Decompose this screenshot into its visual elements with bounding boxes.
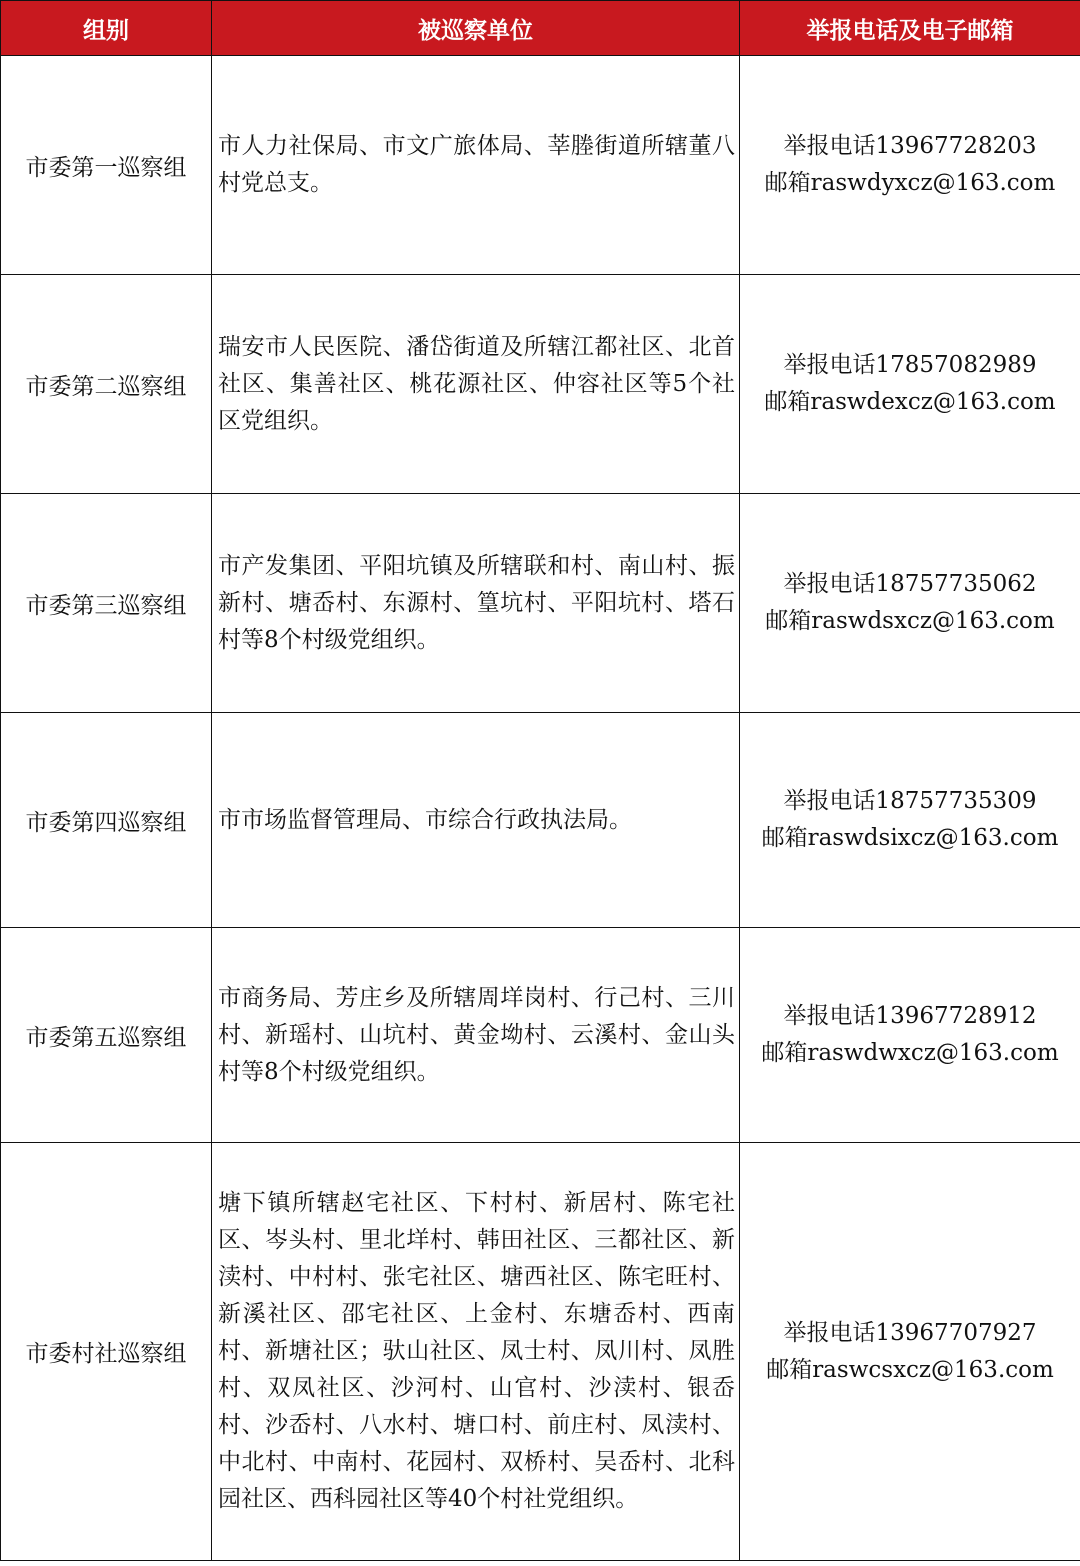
report-email: 邮箱raswdexcz@163.com xyxy=(764,389,1056,415)
contact-cell xyxy=(740,275,1080,494)
contact-cell xyxy=(740,56,1080,275)
group-cell: 市委第四巡察组 xyxy=(1,713,212,928)
contact-cell xyxy=(740,494,1080,713)
group-cell: 市委第一巡察组 xyxy=(1,56,212,275)
report-phone: 举报电话17857082989 xyxy=(783,352,1037,378)
table-row xyxy=(1,713,1080,928)
units-cell: 市商务局、芳庄乡及所辖周垟岗村、行己村、三川村、新瑶村、山坑村、黄金坳村、云溪村、金山头村等8个村级党组织。 xyxy=(212,928,740,1143)
report-phone: 举报电话13967728203 xyxy=(783,133,1037,159)
report-email: 邮箱raswdsxcz@163.com xyxy=(765,608,1055,634)
units-cell: 市产发集团、平阳坑镇及所辖联和村、南山村、振新村、塘岙村、东源村、篁坑村、平阳坑村、塔石村等8个村级党组织。 xyxy=(212,494,740,713)
report-phone: 举报电话13967707927 xyxy=(783,1319,1037,1346)
units-cell: 市市场监督管理局、市综合行政执法局。 xyxy=(212,713,740,928)
units-cell: 瑞安市人民医院、潘岱街道及所辖江都社区、北首社区、集善社区、桃花源社区、仲容社区等5个社区党组织。 xyxy=(212,275,740,494)
group-cell: 市委第五巡察组 xyxy=(1,928,212,1143)
contact-cell xyxy=(740,928,1080,1143)
report-email: 邮箱raswdwxcz@163.com xyxy=(761,1040,1059,1066)
group-cell: 市委第二巡察组 xyxy=(1,275,212,494)
table-row xyxy=(1,1143,1080,1561)
report-email: 邮箱raswdsixcz@163.com xyxy=(761,825,1059,851)
table-header-row xyxy=(1,1,1080,56)
contact-cell xyxy=(740,1143,1080,1561)
contact-cell xyxy=(740,713,1080,928)
units-cell: 市人力社保局、市文广旅体局、莘塍街道所辖董八村党总支。 xyxy=(212,56,740,275)
report-phone: 举报电话13967728912 xyxy=(783,1003,1037,1029)
header-units: 被巡察单位 xyxy=(212,1,740,56)
report-email: 邮箱raswcsxcz@163.com xyxy=(766,1356,1054,1383)
table-row xyxy=(1,928,1080,1143)
units-cell: 塘下镇所辖赵宅社区、下村村、新居村、陈宅社区、岑头村、里北垟村、韩田社区、三都社区、新渎村、中村村、张宅社区、塘西社区、陈宅旺村、新溪社区、邵宅社区、上金村、东塘岙村、西南村、新塘社区；驮山社区、凤士村、凤川村、凤胜村、双凤社区、沙河村、山官村、沙渎村、银岙村、沙岙村、八水村、塘口村、前庄村、凤渎村、中北村、中南村、花园村、双桥村、吴岙村、北科园社区、西科园社区等40个村社党组织。 xyxy=(212,1143,740,1561)
group-cell: 市委村社巡察组 xyxy=(1,1143,212,1561)
group-cell: 市委第三巡察组 xyxy=(1,494,212,713)
table-row xyxy=(1,275,1080,494)
table-row xyxy=(1,494,1080,713)
report-phone: 举报电话18757735309 xyxy=(783,788,1037,814)
report-phone: 举报电话18757735062 xyxy=(783,571,1037,597)
header-group: 组别 xyxy=(1,1,212,56)
header-contact: 举报电话及电子邮箱 xyxy=(740,1,1080,56)
table-row xyxy=(1,56,1080,275)
report-email: 邮箱raswdyxcz@163.com xyxy=(764,170,1056,196)
